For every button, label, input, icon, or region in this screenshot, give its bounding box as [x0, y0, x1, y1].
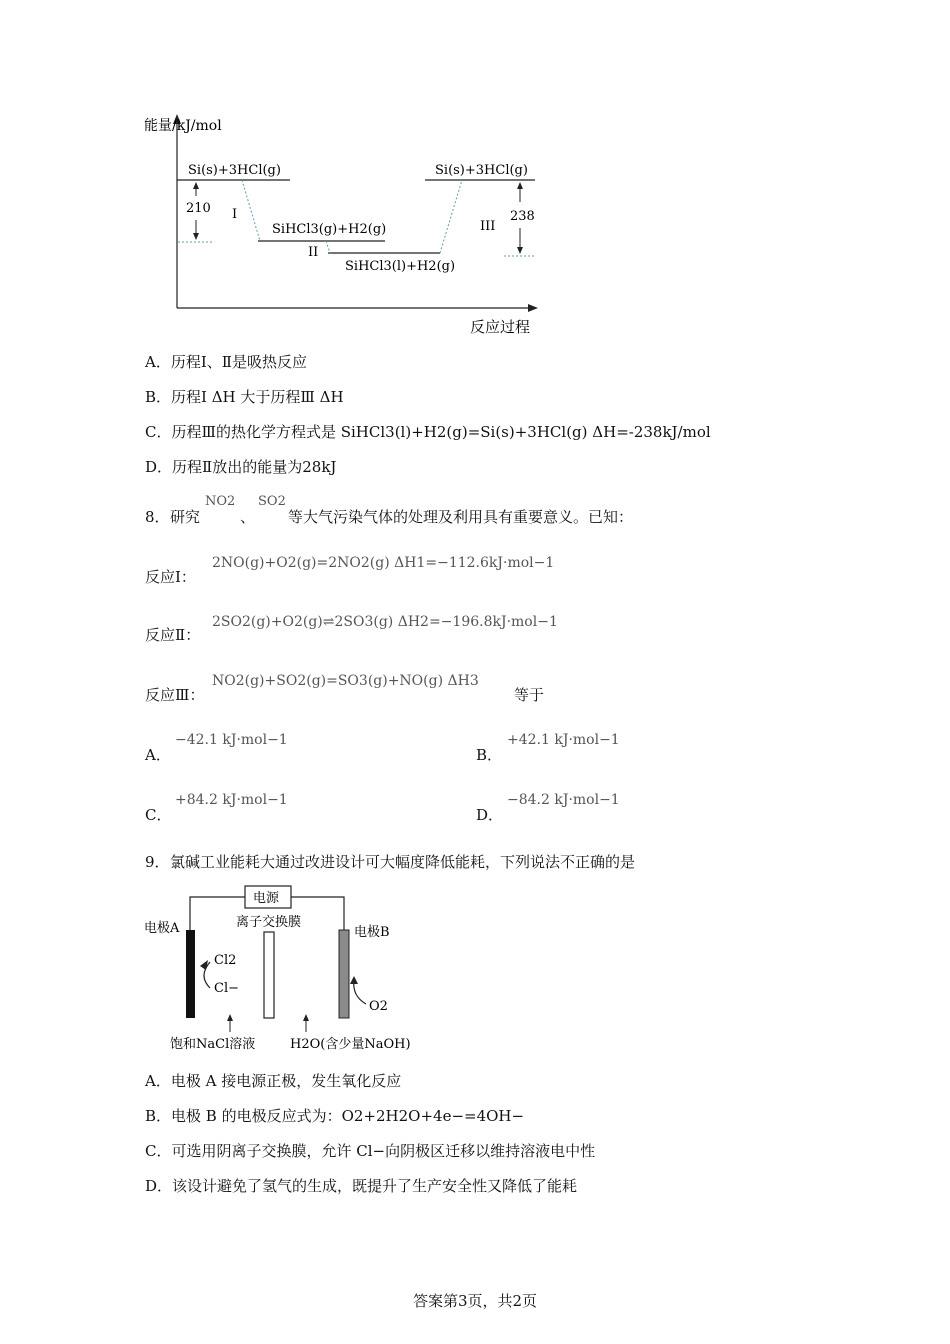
step-2-label: II [308, 245, 319, 260]
q7-option-b [145, 387, 344, 407]
o2-arrowhead [350, 976, 358, 984]
cl2-arrowhead [200, 960, 208, 970]
q8-option-b-value: +42.1 kJ·mol−1 [507, 732, 620, 748]
q9-option-a-text: 电极 A 接电源正极，发生氧化反应 [170, 1072, 402, 1090]
q9-option-a [145, 1071, 401, 1091]
q9-option-d-label: D． [145, 1177, 173, 1195]
q8-reaction-3-label: 反应Ⅲ： [145, 686, 205, 704]
q7-option-c-label: C． [145, 423, 172, 441]
q8-option-b-label: B． [476, 746, 503, 764]
transition-2 [326, 241, 330, 253]
cl2-label: Cl2 [214, 953, 237, 968]
q7-option-d-text: 历程Ⅱ放出的能量为28kJ [172, 458, 337, 476]
q7-option-a-text: 历程Ⅰ、Ⅱ是吸热反应 [170, 353, 307, 371]
level-sihcl3-gas-label: SiHCl3(g)+H2(g) [272, 222, 387, 237]
gap-left-arrowhead-down [193, 233, 199, 240]
inflow-left-head [227, 1014, 233, 1021]
x-axis-arrow [528, 304, 538, 312]
membrane-label: 离子交换膜 [236, 915, 302, 930]
q9-option-c-text: 可选用阴离子交换膜，允许 Cl−向阴极区迁移以维持溶液电中性 [171, 1142, 596, 1160]
level-si-left-label: Si(s)+3HCl(g) [188, 163, 281, 178]
inflow-right-head [303, 1014, 309, 1021]
q7-option-c [145, 422, 711, 442]
q8-stem-b: 等大气污染气体的处理及利用具有重要意义。已知： [288, 508, 634, 526]
q8-reaction-1-equation: 2NO(g)+O2(g)=2NO2(g) ΔH1=−112.6kJ·mol−1 [212, 555, 555, 571]
transition-3 [440, 180, 462, 253]
q7-option-d-label: D． [145, 458, 173, 476]
q7-option-d [145, 457, 336, 477]
energy-diagram [130, 100, 550, 340]
q8-gas-1: NO2 [205, 494, 236, 509]
gap-left-arrowhead-up [193, 182, 199, 189]
q9-option-b [145, 1106, 524, 1126]
gap-right-label: 238 [510, 209, 535, 224]
q8-option-d-label: D． [476, 806, 504, 824]
electrode-b-label: 电极B [354, 925, 390, 940]
q9-option-c [145, 1141, 595, 1161]
level-si-right-label: Si(s)+3HCl(g) [435, 163, 528, 178]
q7-option-c-text: 历程Ⅲ的热化学方程式是 SiHCl3(l)+H2(g)=Si(s)+3HCl(g) ΔH=-238kJ/mol [171, 423, 711, 441]
q8-reaction-1-label: 反应Ⅰ： [145, 568, 196, 586]
q8-option-c-label: C． [145, 806, 172, 824]
y-axis-label: 能量/kJ/mol [144, 118, 222, 134]
q8-option-d-value: −84.2 kJ·mol−1 [507, 792, 620, 808]
level-sihcl3-liquid-label: SiHCl3(l)+H2(g) [345, 259, 456, 274]
power-source-label: 电源 [253, 891, 280, 906]
transition-1 [242, 180, 260, 241]
q8-stem-a: 研究 [170, 508, 201, 526]
left-solution-label: 饱和NaCl溶液 [170, 1037, 256, 1052]
q8-option-c-value: +84.2 kJ·mol−1 [175, 792, 288, 808]
q8-reaction-2-equation: 2SO2(g)+O2(g)⇌2SO3(g) ΔH2=−196.8kJ·mol−1 [212, 614, 558, 630]
right-solution-label: H2O(含少量NaOH) [290, 1037, 411, 1052]
electrode-a [186, 930, 195, 1018]
q8-reaction-3-equation: NO2(g)+SO2(g)=SO3(g)+NO(g) ΔH3 [212, 673, 479, 689]
cl-ion-label: Cl− [214, 981, 239, 996]
q9-number: 9． [145, 853, 170, 871]
q8-option-a-value: −42.1 kJ·mol−1 [175, 732, 288, 748]
q8-number: 8． [145, 508, 170, 526]
step-3-label: III [480, 219, 496, 234]
gap-right-arrowhead-up [517, 182, 523, 189]
gap-right-arrowhead-down [517, 247, 523, 254]
o2-label: O2 [369, 999, 388, 1014]
q7-option-a [145, 352, 307, 372]
q7-option-b-label: B． [145, 388, 172, 406]
q7-option-a-label: A． [145, 353, 171, 371]
q9-option-b-text: 电极 B 的电极反应式为：O2+2H2O+4e−=4OH− [171, 1107, 525, 1125]
q9-option-b-label: B． [145, 1107, 172, 1125]
page-footer: 答案第3页，共2页 [412, 1292, 538, 1310]
x-axis-label: 反应过程 [470, 318, 531, 336]
electrolysis-diagram [140, 880, 440, 1060]
q7-option-b-text: 历程Ⅰ ΔH 大于历程Ⅲ ΔH [171, 388, 344, 406]
step-1-label: I [232, 207, 238, 222]
electrode-b [339, 930, 349, 1018]
q8-reaction-3-suffix: 等于 [514, 686, 545, 704]
q8-sep: 、 [240, 508, 256, 526]
q9-option-d [145, 1176, 577, 1196]
q8-reaction-2-label: 反应Ⅱ： [145, 626, 201, 644]
electrode-a-label: 电极A [144, 921, 180, 936]
q9-stem: 氯碱工业能耗大通过改进设计可大幅度降低能耗，下列说法不正确的是 [170, 853, 636, 871]
gap-left-label: 210 [186, 201, 211, 216]
q8-gas-2: SO2 [258, 494, 286, 509]
membrane [264, 932, 274, 1018]
q9-option-c-label: C． [145, 1142, 172, 1160]
q9-option-a-label: A． [145, 1072, 171, 1090]
q8-option-a-label: A． [145, 746, 171, 764]
q9-option-d-text: 该设计避免了氢气的生成，既提升了生产安全性又降低了能耗 [172, 1177, 578, 1195]
